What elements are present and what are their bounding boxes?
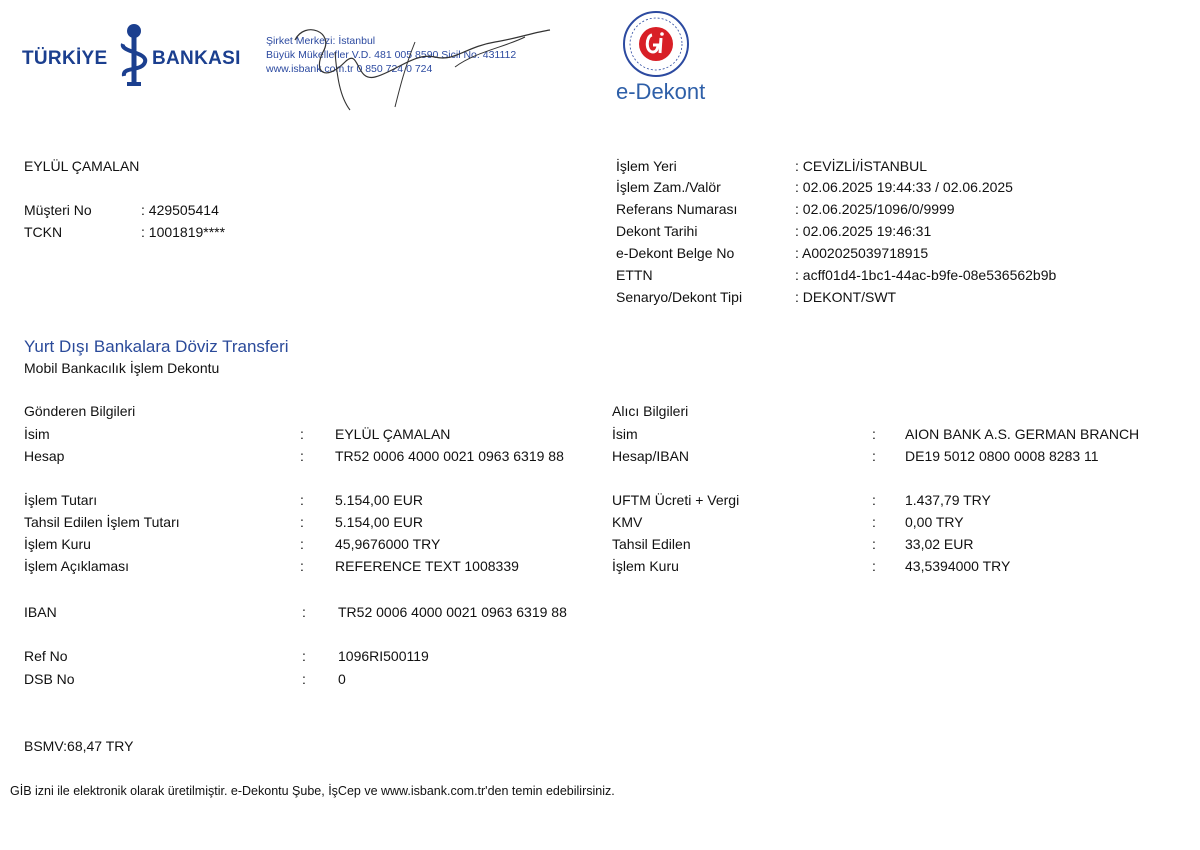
hq-line: Şirket Merkezi: İstanbul — [266, 35, 376, 47]
fee-value: 43,5394000 TRY — [905, 558, 1011, 574]
signature-icon — [265, 22, 570, 114]
meta-label: ETTN — [616, 267, 653, 283]
meta-label: Dekont Tarihi — [616, 223, 698, 239]
sender-name-value: EYLÜL ÇAMALAN — [335, 426, 451, 442]
colon: : — [300, 426, 304, 442]
receiver-name-value: AION BANK A.S. GERMAN BRANCH — [905, 426, 1140, 442]
amount-label: İşlem Açıklaması — [24, 558, 130, 574]
bank-name-left: TÜRKİYE — [22, 48, 108, 69]
fee-label: UFTM Ücreti + Vergi — [612, 492, 740, 508]
bank-name-right: BANKASI — [152, 48, 241, 69]
dsb-no-label: DSB No — [24, 671, 75, 687]
colon: : — [872, 426, 876, 442]
colon: : — [872, 492, 876, 508]
amount-label: İşlem Tutarı — [24, 492, 98, 508]
meta-value: : 02.06.2025 19:44:33 / 02.06.2025 — [795, 179, 1013, 195]
ref-no-value: 1096RI500119 — [338, 648, 429, 664]
fee-value: 0,00 TRY — [905, 514, 964, 530]
sender-account-value: TR52 0006 4000 0021 0963 6319 88 — [335, 448, 564, 464]
section-title: Yurt Dışı Bankalara Döviz Transferi — [24, 337, 289, 356]
receiver-name-label: İsim — [612, 426, 638, 442]
receiver-iban-value: DE19 5012 0800 0008 8283 11 — [905, 448, 1099, 464]
colon: : — [872, 448, 876, 464]
colon: : — [872, 514, 876, 530]
iban-value: TR52 0006 4000 0021 0963 6319 88 — [338, 604, 567, 620]
fee-label: İşlem Kuru — [612, 558, 679, 574]
customer-name: EYLÜL ÇAMALAN — [24, 158, 140, 174]
amount-value: 45,9676000 TRY — [335, 536, 441, 552]
sender-account-label: Hesap — [24, 448, 65, 464]
sender-heading: Gönderen Bilgileri — [24, 403, 136, 419]
colon: : — [302, 648, 306, 664]
meta-label: Referans Numarası — [616, 201, 738, 217]
fee-label: Tahsil Edilen — [612, 536, 691, 552]
meta-label: Senaryo/Dekont Tipi — [616, 289, 743, 305]
ref-no-label: Ref No — [24, 648, 68, 664]
fee-value: 33,02 EUR — [905, 536, 974, 552]
colon: : — [872, 558, 876, 574]
tckn-value: : 1001819**** — [141, 224, 226, 240]
sender-name-label: İsim — [24, 426, 50, 442]
customer-no-label: Müşteri No — [24, 202, 92, 218]
receiver-heading: Alıcı Bilgileri — [612, 403, 689, 419]
meta-label: İşlem Zam./Valör — [616, 179, 721, 195]
gib-seal-icon — [622, 10, 690, 78]
meta-label: İşlem Yeri — [616, 158, 677, 174]
amount-value: 5.154,00 EUR — [335, 514, 423, 530]
meta-value: : A002025039718915 — [795, 245, 929, 261]
hq-line: Büyük Mükellefler V.D. 481 005 8590 Sicil No. 431112 — [266, 49, 517, 61]
meta-label: e-Dekont Belge No — [616, 245, 735, 261]
e-dekont-label: e-Dekont — [616, 79, 706, 104]
colon: : — [300, 536, 304, 552]
bank-logo — [22, 22, 252, 92]
colon: : — [302, 604, 306, 620]
amount-value: 5.154,00 EUR — [335, 492, 423, 508]
colon: : — [872, 536, 876, 552]
customer-no-value: : 429505414 — [141, 202, 219, 218]
colon: : — [302, 671, 306, 687]
colon: : — [300, 514, 304, 530]
colon: : — [300, 558, 304, 574]
colon: : — [300, 492, 304, 508]
hq-line: www.isbank.com.tr 0 850 724 0 724 — [266, 63, 433, 75]
iban-label: IBAN — [24, 604, 57, 620]
meta-value: : 02.06.2025/1096/0/9999 — [795, 201, 955, 217]
dsb-no-value: 0 — [338, 671, 346, 687]
meta-value: : 02.06.2025 19:46:31 — [795, 223, 932, 239]
colon: : — [300, 448, 304, 464]
amount-label: Tahsil Edilen İşlem Tutarı — [24, 514, 180, 530]
tckn-label: TCKN — [24, 224, 63, 240]
isbank-key-icon — [118, 22, 150, 88]
footer-note: GİB izni ile elektronik olarak üretilmiştir. e-Dekontu Şube, İşCep ve www.isbank.com.tr'den temin edebilirsiniz. — [10, 784, 615, 798]
meta-value: : CEVİZLİ/İSTANBUL — [795, 158, 927, 174]
fee-value: 1.437,79 TRY — [905, 492, 991, 508]
receiver-iban-label: Hesap/IBAN — [612, 448, 690, 464]
section-subtitle: Mobil Bankacılık İşlem Dekontu — [24, 360, 220, 376]
amount-value: REFERENCE TEXT 1008339 — [335, 558, 519, 574]
meta-value: : acff01d4-1bc1-44ac-b9fe-08e536562b9b — [795, 267, 1057, 283]
fee-label: KMV — [612, 514, 643, 530]
amount-label: İşlem Kuru — [24, 536, 91, 552]
bsmv-text: BSMV:68,47 TRY — [24, 738, 134, 754]
meta-value: : DEKONT/SWT — [795, 289, 897, 305]
